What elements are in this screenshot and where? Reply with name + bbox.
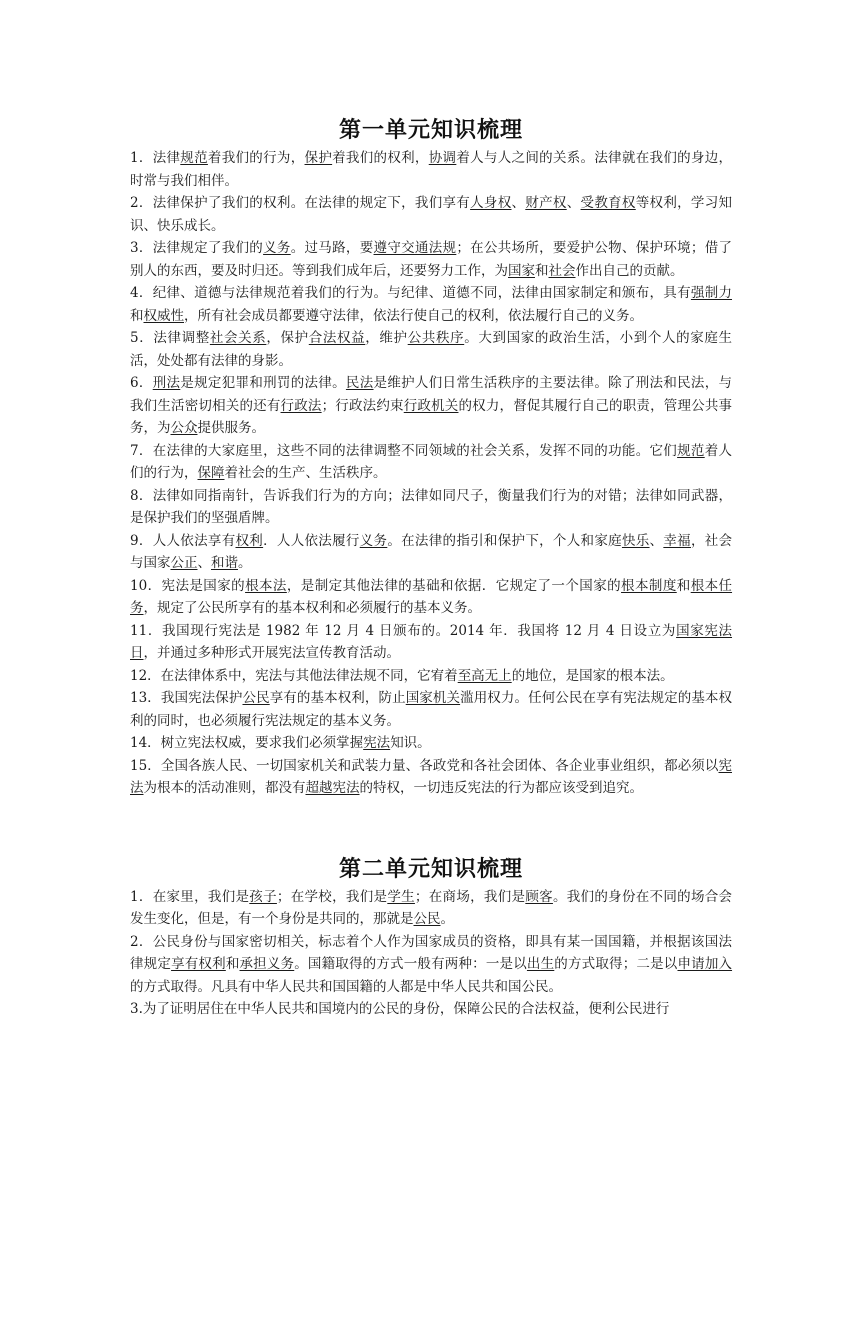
key-term: 根本任务 [130, 577, 733, 616]
key-term: 国家 [508, 262, 535, 279]
key-term: 公民 [242, 690, 270, 706]
text-segment: ，保护 [266, 330, 309, 346]
paragraph-item [130, 732, 732, 755]
text-segment: 的地位，是国家的根本法。 [511, 667, 674, 684]
text-segment: 。过马路，要 [290, 240, 374, 256]
section-2-title: 第二单元知识梳理 [338, 856, 523, 882]
key-term: 行政法 [280, 397, 322, 414]
text-segment: ，是制定其他法律的基础和依据．它规定了一个国家的 [286, 577, 622, 594]
key-term: 顾客 [525, 888, 553, 905]
key-term: 孩子 [249, 888, 277, 905]
text-segment: ，所有社会成员都要遵守法律，依法行使自己的权利，依法履行自己的义务。 [184, 307, 643, 324]
key-term: 根本法 [245, 577, 287, 594]
paragraph-item [130, 755, 732, 800]
paragraph-item [130, 372, 732, 440]
text-segment: 11．我国现行宪法是 1982 年 12 月 4 日颁布的。2014 年．我国将 12 月 4 日设立为 [130, 622, 677, 639]
key-term: 公共秩序 [407, 330, 465, 346]
text-segment: 的方式取得；二是以 [554, 956, 678, 972]
text-segment: 享有的基本权利，防止 [269, 690, 406, 706]
key-term: 人身权 [470, 195, 512, 211]
text-segment: ；在商场，我们是 [414, 888, 526, 905]
text-segment: 3．法律规定了我们的 [130, 240, 264, 256]
key-term: 权威性 [143, 307, 184, 324]
text-segment: 、 [511, 195, 526, 211]
text-segment: 5．法律调整 [130, 330, 210, 346]
text-segment: ．人人依法履行 [263, 532, 360, 549]
paragraph-item [130, 665, 732, 688]
key-term: 受教育权 [580, 195, 636, 211]
text-segment: ；行政法约束 [321, 397, 404, 414]
text-segment: 14．树立宪法权威，要求我们必须掌握 [130, 735, 364, 751]
paragraph-item [130, 998, 732, 1021]
key-term: 宪法 [363, 735, 391, 751]
text-segment: 为根本的活动准则，都没有 [143, 780, 306, 796]
text-segment: ，并通过多种形式开展宪法宣传教育活动。 [143, 645, 400, 661]
key-term: 社会关系 [209, 330, 267, 346]
text-segment: 是维护人们日常生活秩序的主要法律。除了刑法和民法，与我们生活密切相关的还有 [130, 375, 733, 414]
text-segment: ，社会与国家 [130, 532, 733, 571]
key-term: 公众 [170, 420, 198, 436]
text-segment: 、 [649, 532, 664, 549]
key-term: 社会 [548, 262, 576, 279]
key-term: 公民 [413, 911, 441, 927]
text-segment: 2．法律保护了我们的权利。在法律的规定下，我们享有 [130, 195, 471, 211]
text-segment: 8．法律如同指南针，告诉我们行为的方向；法律如同尺子，衡量我们行为的对错；法律如同武器，是保护我们的坚强盾牌。 [130, 487, 732, 526]
section-1 [130, 113, 732, 800]
text-segment: 滥用权力。任何公民在享有宪法规定的基本权利的同时，也必须履行宪法规定的基本义务。 [130, 690, 733, 729]
key-term: 遵守交通法规 [373, 240, 457, 256]
text-segment: ，维护 [365, 330, 408, 346]
key-term: 宪法 [130, 757, 732, 796]
key-term: 快乐 [621, 532, 650, 549]
text-segment: 15．全国各族人民、一切国家机关和武装力量、各政党和各社会团体、各企业事业组织，都必须以 [130, 757, 719, 774]
text-segment: 9．人人依法享有 [130, 532, 236, 549]
text-segment: 7．在法律的大家庭里，这些不同的法律调整不同领域的社会关系，发挥不同的功能。它们 [130, 442, 678, 459]
text-segment: 等权利，学习知识、快乐成长。 [130, 195, 733, 234]
key-term: 行政机关 [403, 397, 459, 414]
paragraph-item [130, 327, 732, 372]
paragraph-item [130, 485, 732, 530]
text-segment: 6． [130, 375, 153, 391]
text-segment: 10．宪法是国家的 [130, 577, 246, 594]
key-term: 财产权 [525, 195, 567, 211]
key-term: 根本制度 [621, 577, 677, 594]
paragraph-item [130, 237, 732, 282]
section-1-body [130, 147, 732, 800]
key-term: 国家宪法日 [130, 622, 733, 661]
text-segment: 和 [535, 262, 549, 279]
text-segment: 。大到国家的政治生活，小到个人的家庭生活，处处都有法律的身影。 [130, 330, 733, 369]
key-term: 保障 [197, 465, 225, 481]
section-1-title: 第一单元知识梳理 [338, 118, 523, 143]
key-term: 超越宪法 [305, 780, 360, 796]
key-term: 承担义务 [239, 956, 295, 972]
text-segment: 1．法律 [130, 150, 181, 166]
text-segment: 的权力，督促其履行自己的职责，管理公共事务，为 [130, 397, 733, 436]
text-segment: 的方式取得。凡具有中华人民共和国国籍的人都是中华人民共和国公民。 [130, 978, 562, 995]
text-segment: 的特权，一切违反宪法的行为都应该受到追究。 [359, 780, 643, 796]
key-term: 保护 [304, 150, 333, 166]
paragraph-item [130, 530, 732, 575]
key-term: 国家机关 [405, 690, 461, 706]
text-segment: 着我们的行为， [207, 150, 305, 166]
key-term: 刑法 [152, 375, 181, 391]
key-term: 义务 [263, 240, 291, 256]
text-segment: 。 [238, 555, 252, 571]
text-segment: 。我们的身份在不同的场合会发生变化，但是，有一个身份是共同的，那就是 [130, 888, 733, 927]
key-term: 至高无上 [457, 667, 512, 684]
text-segment: 和 [225, 956, 240, 972]
text-segment: 、 [566, 195, 581, 211]
key-term: 出生 [526, 956, 555, 972]
text-segment: 2．公民身份与国家密切相关，标志着个人作为国家成员的资格，即具有某一国国籍，并根据该国法律规定 [130, 933, 732, 972]
text-segment: 13．我国宪法保护 [130, 690, 243, 706]
text-segment: ；在学校，我们是 [276, 888, 388, 905]
key-term: 学生 [387, 888, 415, 905]
text-segment: 作出自己的贡献。 [575, 262, 684, 279]
paragraph-item [130, 282, 732, 327]
text-segment: ，规定了公民所享有的基本权利和必须履行的基本义务。 [143, 600, 481, 616]
key-term: 幸福 [663, 532, 691, 549]
key-term: 协调 [428, 150, 457, 166]
paragraph-item [130, 931, 732, 999]
paragraph-item [130, 440, 732, 485]
text-segment: 提供服务。 [197, 420, 265, 436]
paragraph-item [130, 147, 732, 192]
paragraph-item [130, 192, 732, 237]
text-segment: 知识。 [390, 735, 431, 751]
paragraph-item [130, 687, 732, 732]
document-page [0, 113, 860, 1329]
key-term: 义务 [359, 532, 388, 549]
paragraph-item [130, 886, 732, 931]
key-term: 申请加入 [677, 956, 733, 972]
key-term: 公正 [170, 555, 198, 571]
text-segment: 。在法律的指引和保护下，个人和家庭 [387, 532, 622, 549]
section-2 [130, 852, 732, 1021]
paragraph-item [130, 620, 732, 665]
text-segment: 12．在法律体系中，宪法与其他法律法规不同，它宥着 [130, 667, 458, 684]
text-segment: 着人与人之间的关系。法律就在我们的身边，时常与我们相伴。 [130, 150, 733, 189]
text-segment: 、 [197, 555, 211, 571]
text-segment: ；在公共场所，要爱护公物、保护环境；借了别人的东西，要及时归还。等到我们成年后，还要努力工作，为 [130, 240, 733, 279]
text-segment: 。 [440, 911, 454, 927]
text-segment: 4．纪律、道德与法律规范着我们的行为。与纪律、道德不同，法律由国家制定和颁布，具有 [130, 285, 691, 301]
text-segment: 和 [676, 577, 691, 594]
key-term: 民法 [345, 375, 374, 391]
section-2-body [130, 886, 732, 1021]
key-term: 规范 [677, 442, 705, 459]
key-term: 享有权利 [171, 956, 226, 972]
key-term: 合法权益 [308, 330, 366, 346]
paragraph-item [130, 575, 732, 620]
key-term: 强制力 [690, 285, 733, 301]
text-segment: 着我们的权利， [332, 150, 429, 166]
text-segment: 着人们的行为， [130, 442, 733, 481]
key-term: 权利 [235, 532, 264, 549]
text-segment: 。国籍取得的方式一般有两种：一是以 [294, 956, 527, 972]
text-segment: 和 [130, 307, 144, 324]
key-term: 和谐 [211, 555, 238, 571]
key-term: 规范 [180, 150, 208, 166]
text-segment: 1．在家里，我们是 [130, 888, 250, 905]
text-segment: 3.为了证明居住在中华人民共和国境内的公民的身份，保障公民的合法权益，便利公民进行 [130, 1001, 670, 1017]
text-segment: 着社会的生产、生活秩序。 [224, 465, 387, 481]
text-segment: 是规定犯罪和刑罚的法律。 [180, 375, 346, 391]
